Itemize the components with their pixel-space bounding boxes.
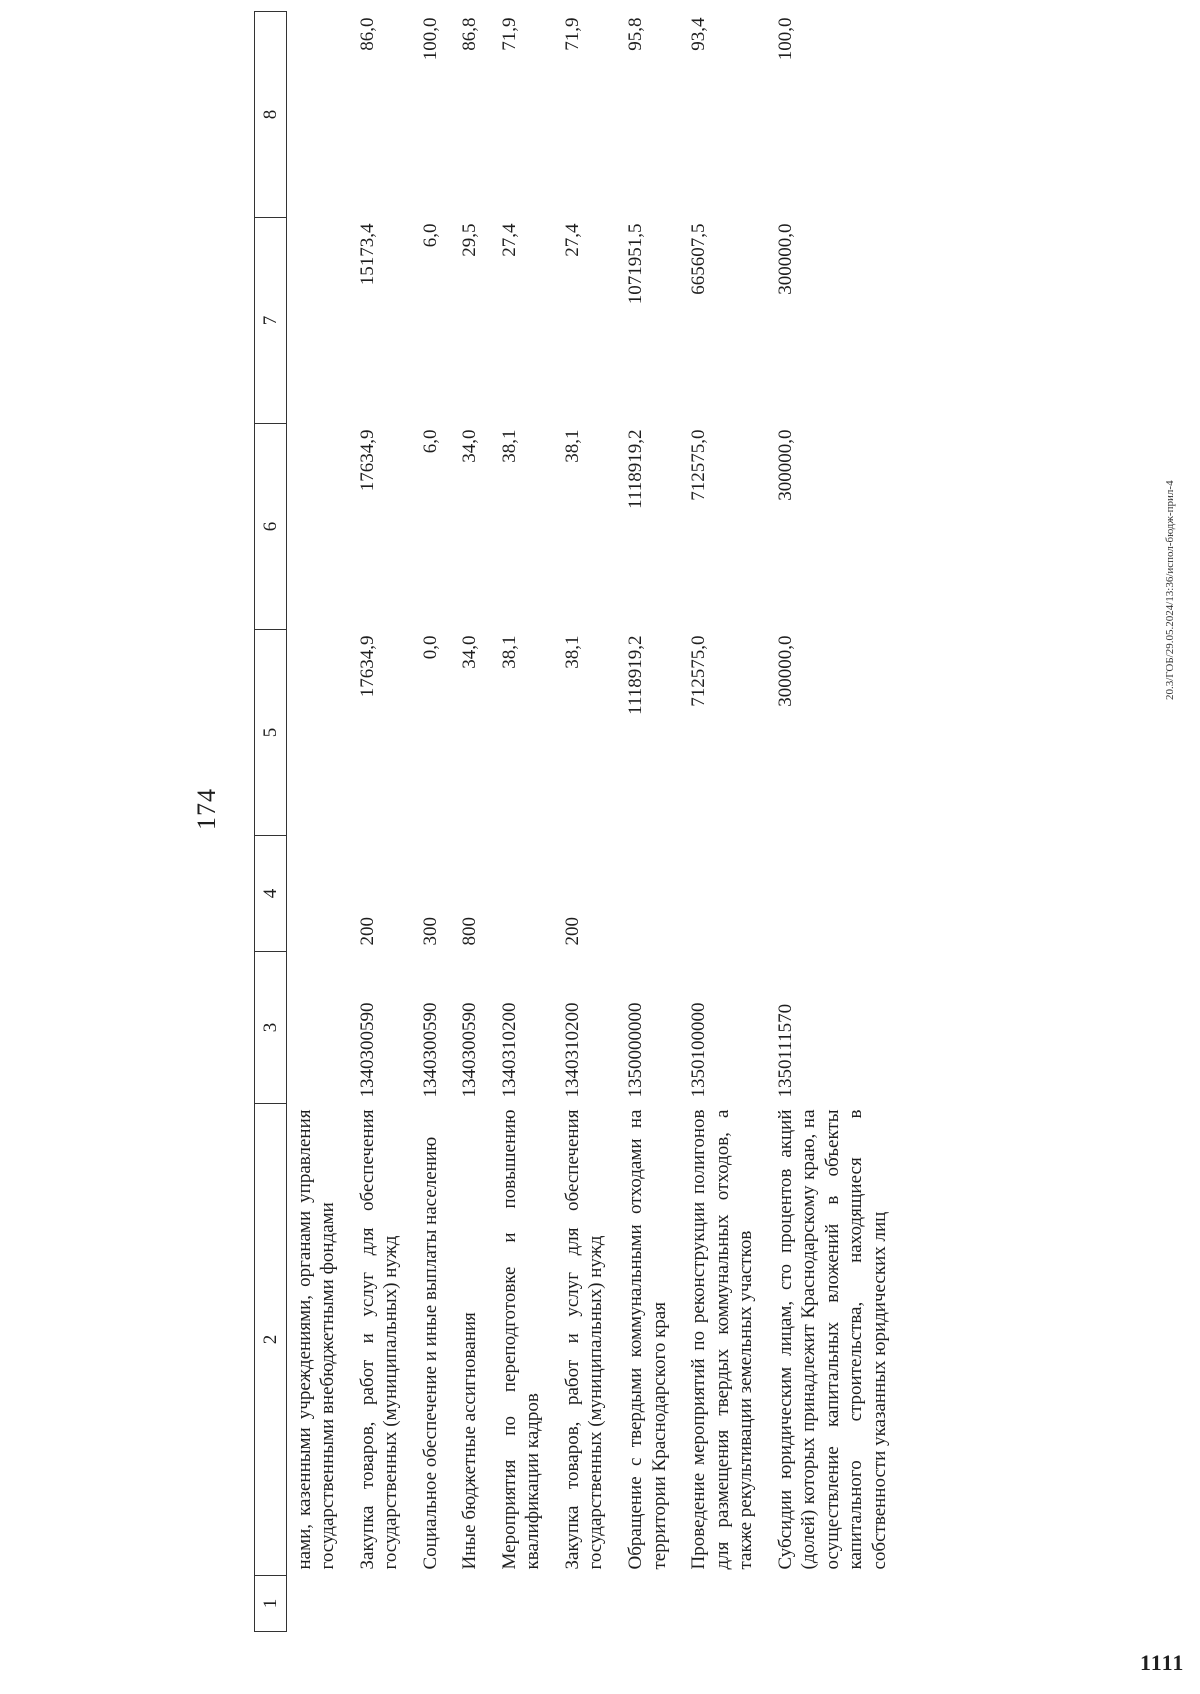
cell-refined: 17634,9: [356, 429, 378, 492]
table-row: [687, 12, 774, 1632]
cell-percent: 95,8: [625, 17, 647, 51]
cell-percent: 93,4: [688, 17, 710, 51]
column-header: 8: [255, 12, 287, 218]
table-row: [498, 12, 561, 1632]
cell-name: Закупка товаров, работ и услуг для обеспечения государственных (муниципальных) нужд: [561, 1109, 607, 1570]
cell-approved: 38,1: [561, 635, 583, 669]
cell-code: 1350100000: [688, 1002, 710, 1098]
cell-name: Мероприятия по переподготовке и повышению квалификации кадров: [498, 1109, 544, 1570]
cell-name: Проведение мероприятий по реконструкции полигонов для размещения твердых коммунальных отходов, а также рекультивации земельных участков: [688, 1109, 757, 1570]
cell-percent: 86,8: [459, 17, 481, 51]
cell-empty: [498, 1576, 561, 1632]
cell-expense-type: 200: [561, 917, 583, 946]
cell-code: [286, 952, 356, 1104]
cell-code: 1340300590: [419, 1002, 441, 1098]
cell-percent: 100,0: [419, 17, 441, 61]
cell-expense-type: [687, 836, 774, 952]
cell-approved: 17634,9: [356, 635, 378, 698]
cell-refined: 38,1: [561, 429, 583, 463]
cell-percent: 71,9: [498, 17, 520, 51]
table-row: [624, 12, 687, 1632]
cell-approved: 0,0: [419, 635, 441, 660]
cell-code: 1340300590: [459, 1002, 481, 1098]
table-row: [356, 12, 419, 1632]
column-header: 5: [255, 630, 287, 836]
cell-expense-type: 200: [356, 917, 378, 946]
cell-refined: 38,1: [498, 429, 520, 463]
cell-expense-type: [498, 836, 561, 952]
cell-code: 1350111570: [774, 1003, 796, 1098]
cell-empty: [419, 1576, 459, 1632]
cell-refined: 34,0: [459, 429, 481, 463]
cell-refined: 300000,0: [774, 429, 796, 501]
cell-executed: 6,0: [419, 223, 441, 248]
cell-executed: 665607,5: [688, 223, 710, 295]
table-row: [286, 12, 356, 1632]
cell-approved: 38,1: [498, 635, 520, 669]
table-row: [458, 12, 498, 1632]
cell-approved: 712575,0: [688, 635, 710, 707]
cell-percent: 71,9: [561, 17, 583, 51]
document-stamp: 20.3/ГОБ/29.05.2024/13:36/испол-бюдж-прил-4: [1164, 480, 1176, 700]
cell-empty: [458, 1576, 498, 1632]
column-header: 3: [255, 952, 287, 1104]
cell-empty: [286, 1576, 356, 1632]
column-header: 2: [255, 1104, 287, 1576]
table-row: [561, 12, 624, 1632]
cell-refined: 712575,0: [688, 429, 710, 501]
cell-empty: [561, 1576, 624, 1632]
cell-name: Социальное обеспечение и иные выплаты населению: [419, 1136, 441, 1570]
budget-table: [254, 11, 907, 1632]
cell-executed: 27,4: [561, 223, 583, 257]
cell-code: 1340310200: [498, 1002, 520, 1098]
cell-executed: 300000,0: [774, 223, 796, 295]
cell-expense-type: 800: [459, 917, 481, 946]
cell-approved: [286, 630, 356, 836]
cell-refined: 6,0: [419, 429, 441, 454]
table-row: [419, 12, 459, 1632]
cell-executed: [286, 218, 356, 424]
cell-name: Закупка товаров, работ и услуг для обеспечения государственных (муниципальных) нужд: [356, 1109, 402, 1570]
column-header: 6: [255, 424, 287, 630]
cell-name: Обращение с твердыми коммунальными отходами на территории Краснодарского края: [625, 1109, 670, 1570]
cell-empty: [687, 1576, 774, 1632]
table-header: [255, 12, 287, 1632]
cell-approved: 1118919,2: [625, 635, 647, 715]
document-sheet: [180, 0, 1180, 1640]
table-body: [286, 12, 907, 1632]
cell-approved: 300000,0: [774, 635, 796, 707]
cell-code: 1350000000: [625, 1002, 647, 1098]
cell-executed: 15173,4: [356, 223, 378, 286]
cell-empty: [624, 1576, 687, 1632]
cell-expense-type: 300: [419, 917, 441, 946]
cell-empty: [774, 1576, 908, 1632]
cell-name: нами, казенными учреждениями, органами управления государственными внебюджетными фондами: [293, 1109, 339, 1570]
column-header: 4: [255, 836, 287, 952]
column-header: 1: [255, 1576, 287, 1632]
column-header: 7: [255, 218, 287, 424]
cell-executed: 27,4: [498, 223, 520, 257]
cell-executed: 1071951,5: [625, 223, 647, 305]
cell-code: 1340300590: [356, 1002, 378, 1098]
cell-refined: 1118919,2: [625, 429, 647, 509]
cell-percent: 100,0: [774, 17, 796, 61]
cell-empty: [356, 1576, 419, 1632]
cell-percent: 86,0: [356, 17, 378, 51]
cell-name: Субсидии юридическим лицам, сто процентов акций (долей) которых принадлежит Краснодарскому краю, на осуществление капитальных вложений в объекты капитального строительства, находящиеся в собственности указанных юридических лиц: [774, 1109, 890, 1570]
cell-code: 1340310200: [561, 1002, 583, 1098]
table-row: [774, 12, 908, 1632]
cell-approved: 34,0: [459, 635, 481, 669]
cell-executed: 29,5: [459, 223, 481, 257]
scan-number: 1111: [1140, 1650, 1185, 1675]
cell-expense-type: [286, 836, 356, 952]
cell-expense-type: [774, 836, 908, 952]
cell-expense-type: [624, 836, 687, 952]
cell-percent: [286, 12, 356, 218]
cell-name: Иные бюджетные ассигнования: [459, 1312, 481, 1570]
cell-refined: [286, 424, 356, 630]
page-number: 174: [192, 788, 221, 830]
